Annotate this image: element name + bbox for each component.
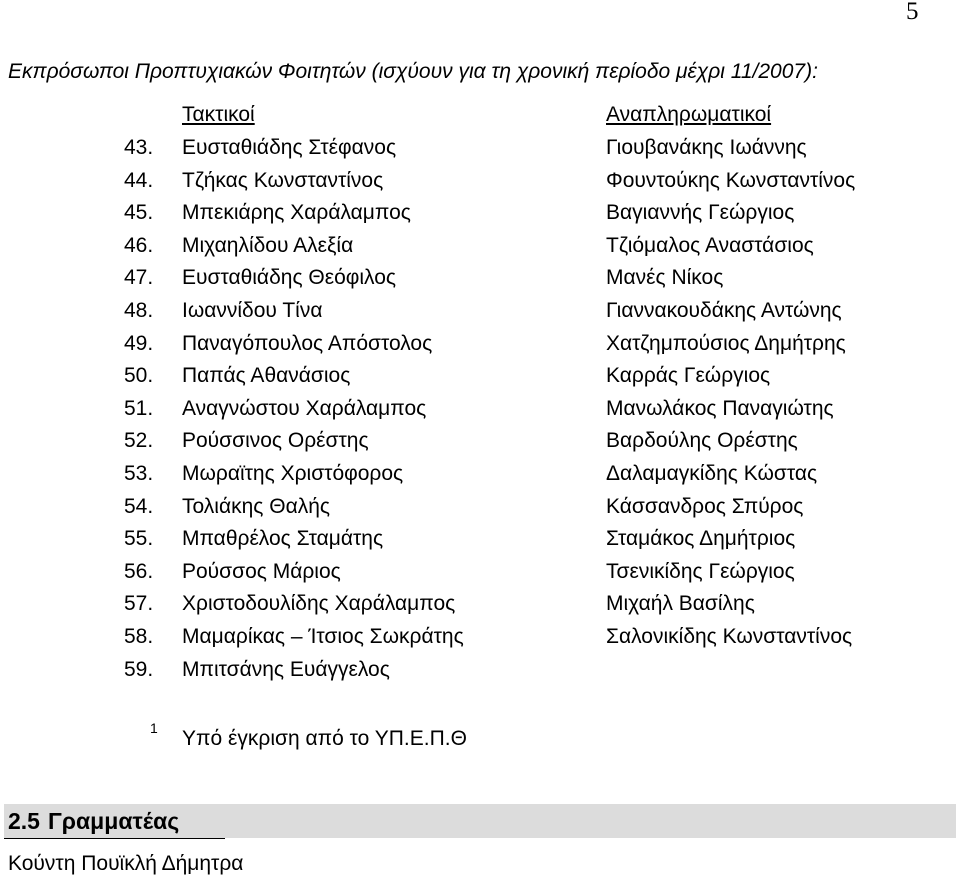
alternate-member: Γιουβανάκης Ιωάννης	[606, 136, 807, 159]
section-underline	[4, 838, 225, 839]
list-item	[0, 397, 960, 430]
regular-member: Παναγόπουλος Απόστολος	[182, 331, 433, 355]
row-number: 47.	[124, 266, 154, 290]
list-item	[0, 560, 960, 593]
row-number: 46.	[124, 233, 154, 257]
row-number: 50.	[124, 364, 154, 388]
row-number: 57.	[124, 592, 154, 616]
list-item	[0, 266, 960, 299]
alternate-member: Κάσσανδρος Σπύρος	[606, 494, 804, 518]
list-item	[0, 299, 960, 332]
regular-member: Ρούσσος Μάριος	[182, 559, 341, 583]
regular-member: Μπαθρέλος Σταμάτης	[182, 527, 384, 551]
regular-member: Παπάς Αθανάσιος	[182, 364, 351, 388]
regular-member: Ευσταθιάδης Θεόφιλος	[182, 266, 397, 290]
secretary-name: Κούντη Πουϊκλή Δήμητρα	[8, 852, 244, 875]
list-item	[0, 201, 960, 234]
alternate-member: Γιαννακουδάκης Αντώνης	[606, 298, 842, 322]
alternate-member: Φουντούκης Κωνσταντίνος	[606, 168, 856, 192]
row-number: 59.	[124, 657, 154, 681]
intro-heading: Εκπρόσωποι Προπτυχιακών Φοιτητών (ισχύουν για τη χρονική περίοδο μέχρι 11/2007):	[8, 60, 818, 83]
regular-member: Χριστοδουλίδης Χαράλαμπος	[182, 592, 456, 616]
row-number: 44.	[124, 168, 154, 192]
row-number: 52.	[124, 429, 154, 453]
list-item	[0, 527, 960, 560]
row-number: 43.	[124, 136, 154, 159]
alternate-member: Βαρδούλης Ορέστης	[606, 429, 798, 453]
regular-member: Μιχαηλίδου Αλεξία	[182, 233, 354, 257]
representatives-list	[0, 136, 960, 690]
alternate-member: Τσενικίδης Γεώργιος	[606, 559, 795, 583]
regular-member: Ευσταθιάδης Στέφανος	[182, 136, 397, 159]
row-number: 49.	[124, 331, 154, 355]
regular-member: Τολιάκης Θαλής	[182, 494, 331, 518]
list-item	[0, 364, 960, 397]
list-item	[0, 625, 960, 658]
alternate-member: Καρράς Γεώργιος	[606, 364, 771, 388]
list-item	[0, 136, 960, 169]
regular-member: Ιωαννίδου Τίνα	[182, 298, 323, 322]
section-title: Γραμματέας	[47, 808, 180, 834]
regular-member: Μαμαρίκας – Ίτσιος Σωκράτης	[182, 624, 464, 648]
regular-member: Μπιτσάνης Ευάγγελος	[182, 657, 390, 681]
alternate-member: Σαλονικίδης Κωνσταντίνος	[606, 624, 853, 648]
row-number: 55.	[124, 527, 154, 551]
list-item	[0, 169, 960, 202]
row-number: 51.	[124, 396, 154, 420]
list-item	[0, 592, 960, 625]
footnote-mark: 1	[150, 720, 158, 736]
row-number: 45.	[124, 201, 154, 225]
regular-member: Αναγνώστου Χαράλαμπος	[182, 396, 427, 420]
list-item	[0, 462, 960, 495]
section-number: 2.5	[8, 808, 40, 834]
row-number: 53.	[124, 461, 154, 485]
section-heading-bar	[4, 804, 956, 838]
alternate-member: Τζιόμαλος Αναστάσιος	[606, 233, 814, 257]
alternate-member: Μανωλάκος Παναγιώτης	[606, 396, 834, 420]
list-item	[0, 658, 960, 691]
regular-member: Μωραϊτης Χριστόφορος	[182, 461, 404, 485]
regular-member: Ρούσσινος Ορέστης	[182, 429, 369, 453]
row-number: 54.	[124, 494, 154, 518]
alternate-member: Μιχαήλ Βασίλης	[606, 592, 755, 616]
alternate-member: Βαγιαννής Γεώργιος	[606, 201, 795, 225]
list-item	[0, 495, 960, 528]
list-item	[0, 234, 960, 267]
column-header-regular: Τακτικοί	[182, 103, 255, 126]
regular-member: Μπεκιάρης Χαράλαμπος	[182, 201, 411, 225]
alternate-member: Δαλαμαγκίδης Κώστας	[606, 461, 818, 485]
section-heading	[8, 808, 179, 835]
column-header-alternate: Αναπληρωματικοί	[606, 103, 772, 126]
alternate-member: Χατζημπούσιος Δημήτρης	[606, 331, 846, 355]
list-item	[0, 332, 960, 365]
page-number: 5	[906, 0, 919, 25]
row-number: 58.	[124, 624, 154, 648]
row-number: 48.	[124, 298, 154, 322]
row-number: 56.	[124, 559, 154, 583]
alternate-member: Σταμάκος Δημήτριος	[606, 527, 796, 551]
regular-member: Τζήκας Κωνσταντίνος	[182, 168, 384, 192]
list-item	[0, 429, 960, 462]
alternate-member: Μανές Νίκος	[606, 266, 724, 290]
footnote-text: Υπό έγκριση από το ΥΠ.Ε.Π.Θ	[182, 727, 467, 750]
